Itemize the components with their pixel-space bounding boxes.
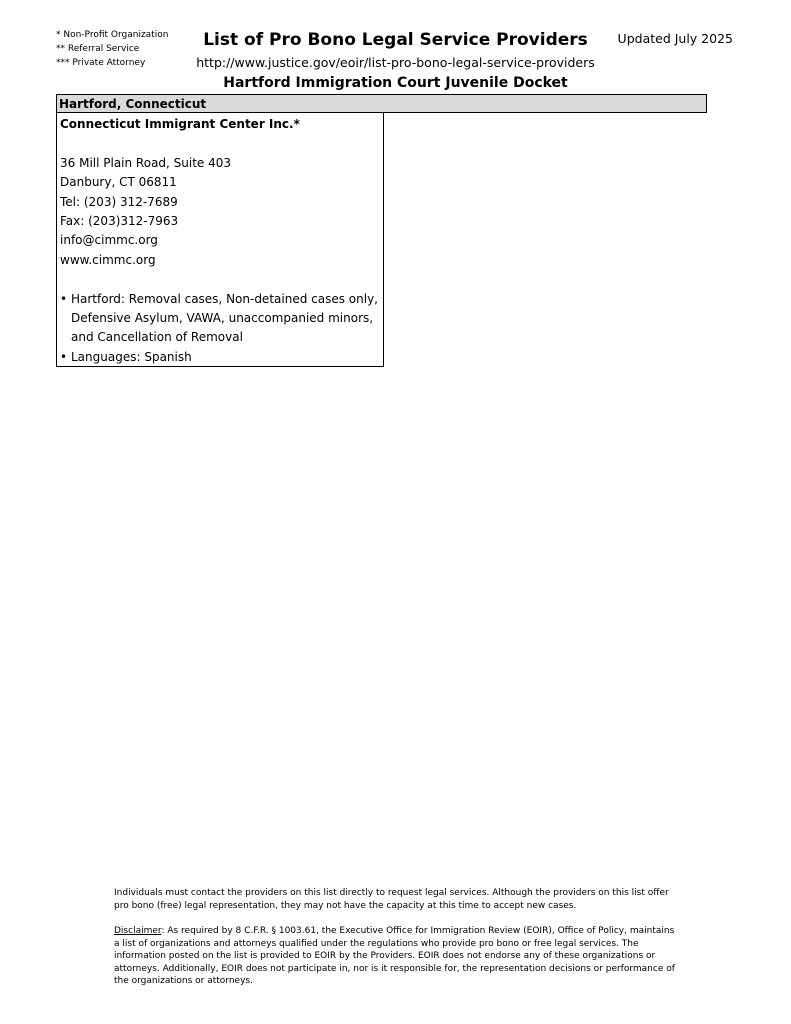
provider-services: Hartford: Removal cases, Non-detained cases only, Defensive Asylum, VAWA, unaccompanied minors, and Cancellation of Removal [71,291,378,345]
services-bullet [60,290,383,348]
provider-fax: Fax: (203)312-7963 [60,214,179,229]
page-title: List of Pro Bono Legal Service Providers [203,30,588,50]
provider-languages: Languages: Spanish [71,349,192,364]
footer [114,887,680,988]
provider-name: Connecticut Immigrant Center Inc.* [60,117,300,131]
legend-nonprofit: * Non-Profit Organization [56,30,169,40]
bullet-icon: • [60,291,68,306]
location-header: Hartford, Connecticut [56,94,707,113]
spacer [60,134,383,153]
bullet-icon: • [60,349,68,364]
provider-website: www.cimmc.org [60,252,156,267]
provider-phone: Tel: (203) 312-7689 [60,194,178,209]
footer-notice: Individuals must contact the providers on this list directly to request legal services. Although the providers on this list offer pro bono (free) legal representation, they may not have the capacity at this time to accept new cases. [114,888,669,911]
legend-private-attorney: *** Private Attorney [56,58,146,68]
spacer [60,270,383,289]
footer-disclaimer [114,925,680,988]
updated-date: Updated July 2025 [617,31,733,46]
provider-address-line1: 36 Mill Plain Road, Suite 403 [60,155,232,170]
disclaimer-label: Disclaimer [114,926,162,936]
provider-address-line2: Danbury, CT 06811 [60,175,177,190]
languages-bullet [60,348,383,367]
provider-email: info@cimmc.org [60,233,158,248]
docket-title: Hartford Immigration Court Juvenile Docket [223,75,568,91]
disclaimer-text: : As required by 8 C.F.R. § 1003.61, the Executive Office for Immigration Review (EOIR), Office of Policy, maintains a list of organizations and attorneys qualified under the regulations who provide pro bono or free legal services. The information posted on the list is provided to EOIR by the Providers. EOIR does not endorse any of these organizations or attorneys. Additionally, EOIR does not participate in, nor is it responsible for, the representation decisions or performance of the organizations or attorneys. [114,926,675,986]
legend-referral: ** Referral Service [56,44,140,54]
source-url: http://www.justice.gov/eoir/list-pro-bono-legal-service-providers [196,55,595,70]
provider-card [56,113,384,367]
